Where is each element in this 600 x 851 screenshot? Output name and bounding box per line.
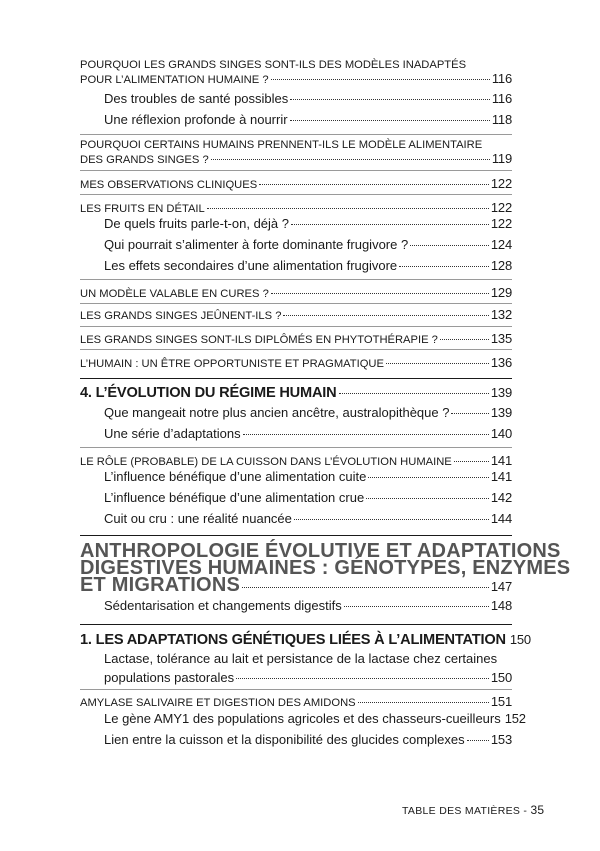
toc-entry-title: LES GRANDS SINGES JEÛNENT-ILS ? bbox=[80, 310, 282, 322]
toc-page-number: 122 bbox=[490, 200, 512, 215]
toc-entry[interactable] bbox=[80, 331, 512, 346]
toc-entry-title: LE RÔLE (PROBABLE) DE LA CUISSON DANS L’ÉVOLUTION HUMAINE bbox=[80, 456, 452, 468]
dot-leader bbox=[294, 519, 489, 520]
dot-leader bbox=[344, 606, 489, 607]
toc-part-anthropologie[interactable] bbox=[80, 540, 571, 596]
toc-page-number: 141 bbox=[490, 469, 512, 484]
dot-leader bbox=[283, 315, 488, 316]
dot-leader bbox=[207, 208, 489, 209]
toc-entry-title: POURQUOI LES GRANDS SINGES SONT-ILS DES MODÈLES INADAPTÉS bbox=[80, 59, 467, 71]
toc-subentry[interactable] bbox=[104, 651, 512, 685]
divider bbox=[80, 194, 512, 195]
toc-entry-title: Lien entre la cuisson et la disponibilité des glucides complexes bbox=[104, 732, 465, 747]
toc-page-number: 142 bbox=[490, 490, 512, 505]
toc-entry-title: LES GRANDS SINGES SONT-ILS DIPLÔMÉS EN PHYTOTHÉRAPIE ? bbox=[80, 334, 438, 346]
toc-subentry[interactable] bbox=[104, 711, 526, 726]
toc-subentry[interactable] bbox=[104, 112, 512, 127]
toc-page-number: 132 bbox=[490, 307, 512, 322]
toc-subentry[interactable] bbox=[104, 732, 512, 747]
dot-leader bbox=[211, 159, 490, 160]
toc-subentry[interactable] bbox=[104, 469, 512, 484]
dot-leader bbox=[290, 99, 490, 100]
divider bbox=[80, 326, 512, 327]
toc-chapter-1[interactable] bbox=[80, 632, 531, 648]
toc-subentry[interactable] bbox=[104, 237, 512, 252]
toc-page-number: 141 bbox=[490, 453, 512, 468]
toc-page-number: 151 bbox=[490, 694, 512, 709]
toc-entry-title: Les effets secondaires d’une alimentation frugivore bbox=[104, 258, 398, 273]
toc-entry-title: L’HUMAIN : UN ÊTRE OPPORTUNISTE ET PRAGMATIQUE bbox=[80, 358, 384, 370]
toc-entry-title: 1. LES ADAPTATIONS GÉNÉTIQUES LIÉES À L’ALIMENTATION bbox=[80, 632, 506, 648]
toc-entry-title: POURQUOI CERTAINS HUMAINS PRENNENT-ILS LE MODÈLE ALIMENTAIRE bbox=[80, 139, 483, 151]
toc-entry[interactable] bbox=[80, 200, 512, 215]
page-footer bbox=[402, 803, 544, 817]
dot-leader bbox=[368, 477, 489, 478]
toc-page-number: 140 bbox=[490, 426, 512, 441]
dot-leader bbox=[291, 224, 489, 225]
toc-entry[interactable] bbox=[80, 453, 512, 468]
toc-entry-title: Le gène AMY1 des populations agricoles et des chasseurs-cueilleurs bbox=[104, 711, 501, 726]
dot-leader bbox=[451, 413, 488, 414]
dot-leader bbox=[290, 120, 490, 121]
toc-part-title: DIGESTIVES HUMAINES : GÉNOTYPES, ENZYMES bbox=[80, 557, 571, 579]
dot-leader bbox=[386, 363, 489, 364]
toc-subentry[interactable] bbox=[104, 91, 512, 106]
toc-page-number: 129 bbox=[490, 285, 512, 300]
toc-entry-title: DES GRANDS SINGES ? bbox=[80, 154, 209, 166]
toc-entry[interactable] bbox=[80, 176, 512, 191]
toc-page-number: 136 bbox=[490, 355, 512, 370]
toc-page-number: 128 bbox=[490, 258, 512, 273]
toc-page-number: 118 bbox=[491, 112, 512, 127]
dot-leader bbox=[454, 461, 489, 462]
toc-entry-title: Lactase, tolérance au lait et persistance de la lactase chez certaines bbox=[104, 651, 498, 666]
divider bbox=[80, 349, 512, 350]
footer-separator: - bbox=[520, 805, 531, 817]
toc-entry-title: 4. L’ÉVOLUTION DU RÉGIME HUMAIN bbox=[80, 385, 337, 401]
toc-page-number: 139 bbox=[490, 385, 512, 400]
dot-leader bbox=[236, 678, 489, 679]
dot-leader bbox=[243, 434, 489, 435]
toc-page-number: 153 bbox=[490, 732, 512, 747]
toc-page-number: 119 bbox=[491, 151, 512, 166]
dot-leader bbox=[366, 498, 489, 499]
toc-entry-title: AMYLASE SALIVAIRE ET DIGESTION DES AMIDONS bbox=[80, 697, 356, 709]
toc-page-number: 150 bbox=[490, 670, 512, 685]
divider bbox=[80, 689, 512, 690]
toc-entry-title: POUR L’ALIMENTATION HUMAINE ? bbox=[80, 74, 269, 86]
toc-entry-title: Que mangeait notre plus ancien ancêtre, australopithèque ? bbox=[104, 405, 450, 420]
toc-entry-title: MES OBSERVATIONS CLINIQUES bbox=[80, 179, 258, 191]
toc-entry-title: De quels fruits parle-t-on, déjà ? bbox=[104, 216, 289, 231]
toc-entry-title: Une réflexion profonde à nourrir bbox=[104, 112, 288, 127]
dot-leader bbox=[271, 293, 489, 294]
toc-page-number: 122 bbox=[490, 176, 512, 191]
toc-part-title: ANTHROPOLOGIE ÉVOLUTIVE ET ADAPTATIONS bbox=[80, 540, 561, 562]
toc-entry-title: populations pastorales bbox=[104, 670, 235, 685]
dot-leader bbox=[358, 702, 489, 703]
toc-page-number: 144 bbox=[490, 511, 512, 526]
toc-page-number: 122 bbox=[490, 216, 512, 231]
toc-entry-title: UN MODÈLE VALABLE EN CURES ? bbox=[80, 288, 269, 300]
toc-entry-grands-singes-inadaptes[interactable] bbox=[80, 59, 512, 86]
toc-entry-title: Sédentarisation et changements digestifs bbox=[104, 598, 342, 613]
toc-page-number: 135 bbox=[490, 331, 512, 346]
divider bbox=[80, 279, 512, 280]
toc-part-title: ET MIGRATIONS bbox=[80, 574, 241, 596]
toc-page-number: 139 bbox=[490, 405, 512, 420]
toc-entry-title: Une série d’adaptations bbox=[104, 426, 241, 441]
divider bbox=[80, 170, 512, 171]
toc-page-number: 150 bbox=[509, 632, 531, 647]
toc-page-number: 116 bbox=[491, 91, 512, 106]
toc-entry-title: Cuit ou cru : une réalité nuancée bbox=[104, 511, 292, 526]
footer-page-number: 35 bbox=[530, 803, 545, 817]
dot-leader bbox=[440, 339, 489, 340]
toc-page-number: 148 bbox=[490, 598, 512, 613]
toc-entry[interactable] bbox=[80, 355, 512, 370]
dot-leader bbox=[271, 79, 490, 80]
toc-entry-title: L’influence bénéfique d’une alimentation crue bbox=[104, 490, 365, 505]
toc-entry-title: LES FRUITS EN DÉTAIL bbox=[80, 203, 205, 215]
dot-leader bbox=[259, 184, 489, 185]
toc-subentry[interactable] bbox=[104, 426, 512, 441]
toc-entry-title: L’influence bénéfique d’une alimentation cuite bbox=[104, 469, 367, 484]
toc-entry[interactable] bbox=[80, 694, 512, 709]
toc-entry-title: Qui pourrait s’alimenter à forte dominante frugivore ? bbox=[104, 237, 409, 252]
toc-chapter-4[interactable] bbox=[80, 385, 512, 401]
divider bbox=[80, 447, 512, 448]
toc-entry-title: Des troubles de santé possibles bbox=[104, 91, 289, 106]
divider-part bbox=[80, 535, 512, 536]
dot-leader bbox=[410, 245, 489, 246]
toc-page-number: 152 bbox=[504, 711, 526, 726]
toc-entry[interactable] bbox=[80, 307, 512, 322]
toc-subentry[interactable] bbox=[104, 490, 512, 505]
toc-entry-modele-alimentaire[interactable] bbox=[80, 139, 512, 166]
divider-chapter bbox=[80, 378, 512, 379]
toc-subentry[interactable] bbox=[104, 216, 512, 231]
divider-chapter bbox=[80, 624, 512, 625]
toc-subentry[interactable] bbox=[104, 511, 512, 526]
dot-leader bbox=[339, 393, 489, 394]
toc-subentry[interactable] bbox=[104, 598, 512, 613]
toc-entry[interactable] bbox=[80, 285, 512, 300]
dot-leader bbox=[399, 266, 489, 267]
toc-subentry[interactable] bbox=[104, 258, 512, 273]
toc-page-number: 147 bbox=[490, 579, 512, 594]
toc-subentry[interactable] bbox=[104, 405, 512, 420]
toc-page-number: 124 bbox=[490, 237, 512, 252]
toc-page-number: 116 bbox=[491, 71, 512, 86]
divider bbox=[80, 134, 512, 135]
dot-leader bbox=[242, 587, 489, 588]
footer-label: TABLE DES MATIÈRES bbox=[402, 805, 521, 817]
dot-leader bbox=[467, 740, 489, 741]
divider bbox=[80, 303, 512, 304]
